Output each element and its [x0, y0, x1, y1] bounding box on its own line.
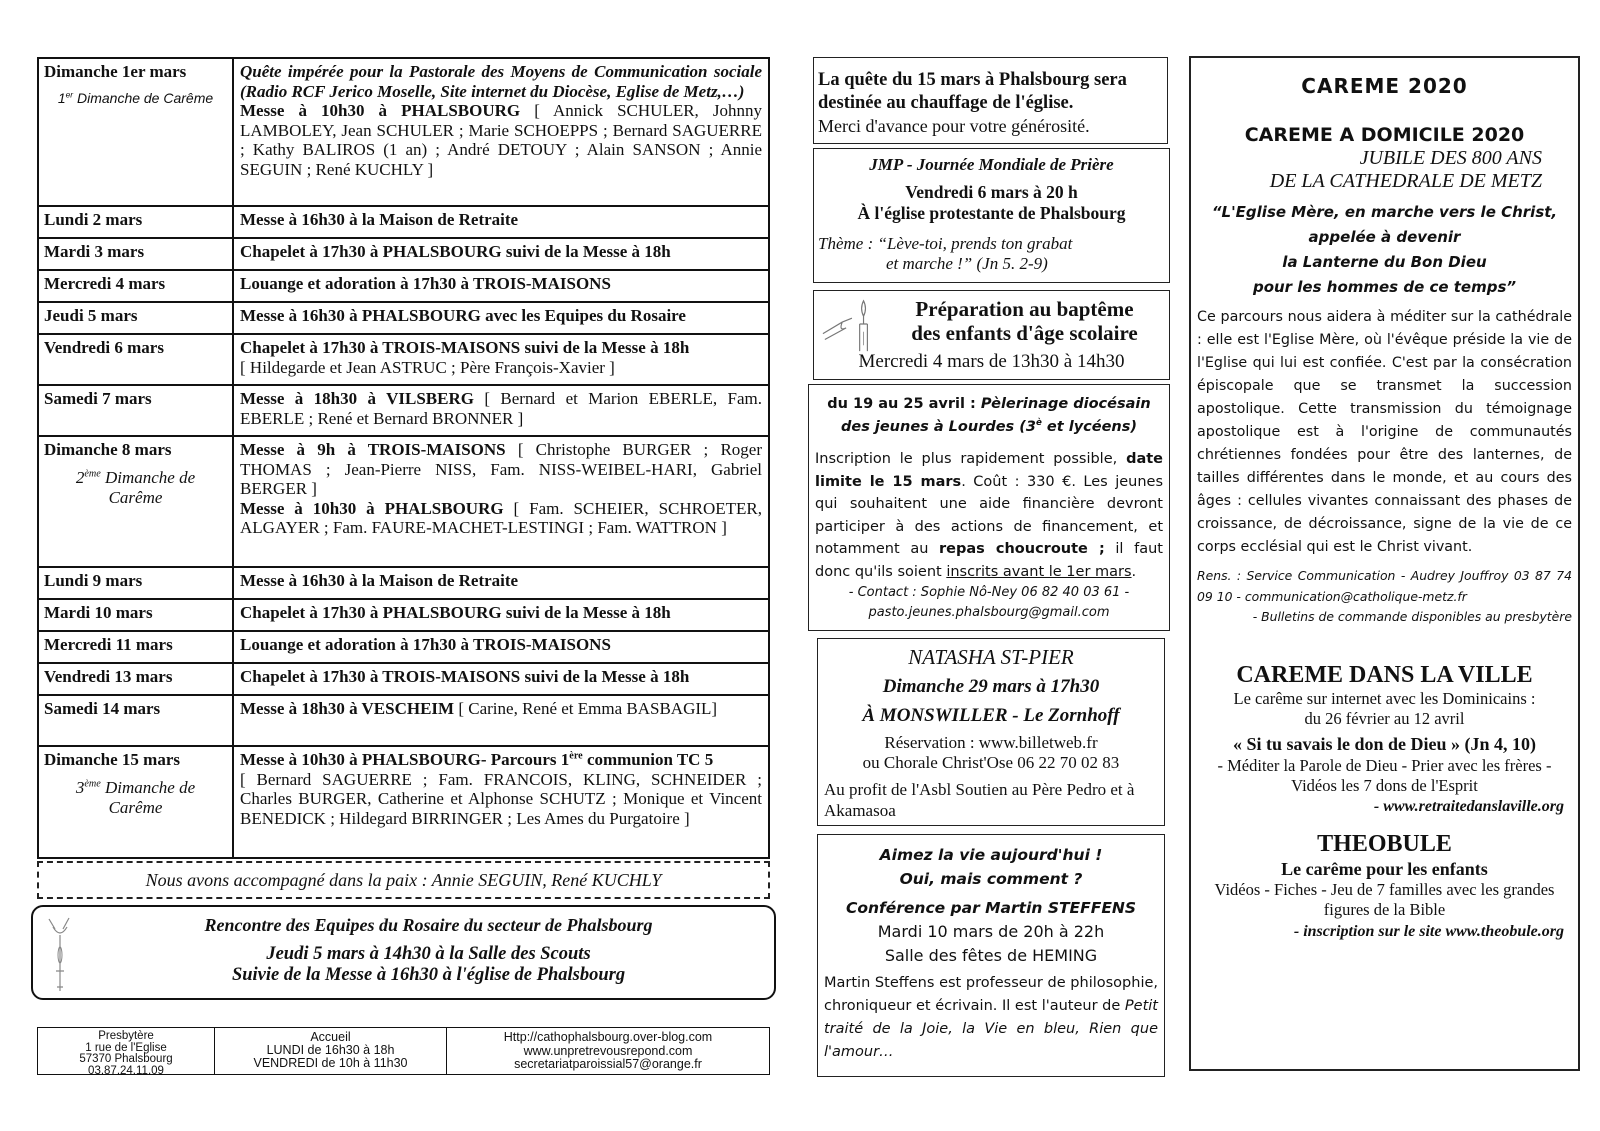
sunday-label: Dimanche de Carême [100, 778, 196, 817]
bio-text: Martin Steffens est professeur de philosophie, chroniqueur et écrivain. Il est l'auteur de [824, 975, 1158, 1014]
collection-purpose: La quête du 15 mars à Phalsbourg sera destinée au chauffage de l'église. [818, 70, 1127, 113]
event-cell: Chapelet à 17h30 à PHALSBOURG suivi de la Messe à 18h [240, 603, 671, 622]
event-title: Messe à 18h30 à VILSBERG [240, 389, 474, 408]
secretariat-email-link[interactable]: secretariatparoissial57@orange.fr [514, 1057, 702, 1071]
rosary-hands-icon [45, 915, 75, 995]
day-cell: Lundi 9 mars [39, 568, 234, 598]
event-text [240, 440, 762, 499]
table-row [39, 271, 768, 303]
ordinal-suffix: ème [84, 778, 101, 790]
collection-note: Quête impérée pour la Pastorale des Moyens de Communication sociale (Radio RCF Jerico Moselle, Site internet du Diocèse, Eglise de Metz,…) [240, 62, 762, 101]
concert-venue: À MONSWILLER - Le Zornhoff [862, 705, 1120, 726]
table-row [39, 696, 768, 747]
office-hours-label: Accueil [310, 1030, 351, 1044]
event-cell [234, 437, 768, 566]
lent-in-city-dates: du 26 février au 12 avril [1304, 709, 1465, 728]
event-cell [234, 386, 768, 435]
body-text: . Coût : 330 €. Les jeunes qui souhaitent une aide financière devront participer à des actions de financement, et notamment au [815, 473, 1163, 557]
rosary-followup: Suivie de la Messe à 16h30 à l'église de Phalsbourg [231, 965, 626, 985]
day-cell [39, 59, 234, 205]
concert-date: Dimanche 29 mars à 17h30 [882, 676, 1100, 697]
lourdes-contact: - Contact : Sophie Nô-Ney 06 82 40 03 61 - [848, 585, 1130, 600]
table-row [39, 664, 768, 696]
event-cell [234, 335, 768, 384]
event-cell: Chapelet à 17h30 à TROIS-MAISONS suivi de la Messe à 18h [240, 667, 690, 686]
event-title: Messe à 18h30 à VESCHEIM [240, 699, 455, 718]
lourdes-title [815, 393, 1163, 439]
city: 57370 Phalsbourg [79, 1053, 173, 1065]
monday-hours: LUNDI de 16h30 à 18h [266, 1043, 395, 1057]
lent-title: CAREME 2020 [1301, 74, 1468, 98]
concert-beneficiary: Au profit de l'Asbl Soutien au Père Pedro et à Akamasoa [824, 780, 1135, 820]
theobule-website-link[interactable]: - inscription sur le site www.theobule.org [1293, 923, 1564, 940]
jmp-place: À l'église protestante de Phalsbourg [857, 203, 1126, 223]
conference-venue: Salle des fêtes de HEMING [884, 946, 1098, 965]
presbytery-label: Presbytère [98, 1030, 154, 1042]
registration-deadline: inscrits avant le 1er mars [946, 563, 1132, 580]
pilgrimage-title-end: et lycéens) [1041, 419, 1138, 435]
lent-description: Ce parcours nous aidera à méditer sur la cathédrale : elle est l'Eglise Mère, où l'évêque préside la vie de l'Eglise qui lui est confiée. C'est par la consécration épiscopale que se transmet la succession apostolique. Cette transmission du témoignage apostolique est à l'origine de communautés chrétiennes fondées pour être des lanternes, de tailles différentes dans le monde, et au cours des âges : cellules vivantes connaissant des phases de croissance, de décroissance, signe de la vie de ce corps ecclésial qui est le Christ vivant. [1197, 309, 1572, 555]
event-title [240, 750, 762, 770]
table-row [39, 600, 768, 632]
candle-lighting-icon [820, 295, 880, 353]
rosary-details [93, 944, 764, 986]
jmp-date: Vendredi 6 mars à 20 h [905, 182, 1078, 202]
lourdes-email-link[interactable]: pasto.jeunes.phalsbourg@gmail.com [868, 605, 1110, 620]
lent-at-home-title: CAREME A DOMICILE 2020 [1244, 124, 1525, 146]
conference-notice [817, 834, 1165, 1077]
liturgical-sunday [44, 88, 227, 108]
collection-notice [813, 57, 1168, 144]
ordinal-suffix: er [65, 89, 74, 100]
intentions: [ Annick SCHULER, Johnny LAMBOLEY, Jean SCHULER ; Marie SCHOEPPS ; Bernard SAGUERRE ; Kathy BALIROS (1 an) ; André DETOUY ; Alain SANSON ; Annie SEGUIN ; René KUCHLY ] [240, 101, 762, 179]
lent-2020-panel [1189, 56, 1580, 1071]
conference-date: Mardi 10 mars de 20h à 22h [877, 922, 1105, 941]
event-cell: Messe à 16h30 à PHALSBOURG avec les Equipes du Rosaire [240, 306, 686, 325]
day-cell [39, 437, 234, 566]
event-title: Chapelet à 17h30 à TROIS-MAISONS suivi de la Messe à 18h [240, 338, 690, 357]
body-text: . [1131, 563, 1137, 580]
day-cell: Mardi 3 mars [39, 239, 234, 269]
theobule-subtitle: Le carême pour les enfants [1281, 859, 1488, 879]
blog-link[interactable]: Http://cathophalsbourg.over-blog.com [503, 1030, 713, 1044]
lent-in-city-title: CAREME DANS LA VILLE [1236, 662, 1533, 688]
lent-in-city-desc: Le carême sur internet avec les Dominicains : [1233, 689, 1536, 708]
rosary-title: Rencontre des Equipes du Rosaire du secteur de Phalsbourg [204, 915, 653, 935]
event-text [240, 499, 762, 538]
event-cell [234, 59, 768, 205]
day-cell: Vendredi 13 mars [39, 664, 234, 694]
day-cell: Mardi 10 mars [39, 600, 234, 630]
jmp-theme-ref: et marche !” (Jn 5. 2-9) [886, 254, 1048, 273]
day-cell: Jeudi 5 mars [39, 303, 234, 333]
body-text: il faut donc qu'ils soient [815, 541, 1163, 580]
ordinal: 2 [75, 468, 85, 487]
day-cell: Vendredi 6 mars [39, 335, 234, 384]
deadline: date limite le 15 mars [815, 451, 1163, 490]
quote-line: la Lanterne du Bon Dieu [1282, 253, 1487, 271]
rosary-teams-notice [31, 905, 776, 1000]
pilgrimage-dates: du 19 au 25 avril : [827, 396, 981, 412]
day-cell: Mercredi 4 mars [39, 271, 234, 301]
table-row [39, 747, 768, 857]
table-row [39, 437, 768, 568]
day-label: Dimanche 15 mars [44, 750, 180, 769]
world-prayer-day-notice [813, 148, 1170, 283]
event-cell: Messe à 16h30 à la Maison de Retraite [240, 210, 519, 229]
event-title: Messe à 9h à TROIS-MAISONS [240, 440, 506, 459]
event-cell: Louange et adoration à 17h30 à TROIS-MAISONS [240, 635, 611, 654]
event-title: Messe à 10h30 à PHALSBOURG [240, 101, 521, 120]
intentions: [ Fam. SCHEIER, SCHROETER, ALGAYER ; Fam. FAURE-MACHET-LESTINGI ; Fam. WATTRON ] [240, 498, 762, 537]
baptism-prep-notice [813, 290, 1170, 380]
lourdes-pilgrimage-notice [808, 384, 1170, 631]
friday-hours: VENDREDI de 10h à 11h30 [253, 1056, 408, 1070]
event-cell: Messe à 16h30 à la Maison de Retraite [240, 571, 519, 590]
web-links [447, 1028, 769, 1074]
day-cell: Mercredi 11 mars [39, 632, 234, 662]
grade-suffix: è [1035, 418, 1042, 429]
event-text [240, 101, 762, 179]
mass-schedule-table [37, 57, 770, 859]
lent-in-city-theme: « Si tu savais le don de Dieu » (Jn 4, 10) [1232, 734, 1537, 754]
event-cell: Louange et adoration à 17h30 à TROIS-MAISONS [240, 274, 611, 293]
table-row [39, 239, 768, 271]
intentions: [ Christophe BURGER ; Roger THOMAS ; Jean-Pierre NISS, Fam. NISS-WEIBEL-HARI, Gabriel BERGER ] [240, 440, 763, 498]
table-row [39, 335, 768, 386]
event-title-main: Messe à 10h30 à PHALSBOURG- Parcours 1 [240, 750, 570, 769]
intentions: [ Bernard SAGUERRE ; Fam. FRANCOIS, KLING, SCHNEIDER ; Charles BURGER, Catherine et Alphonse SCHUTZ ; Monique et Vincent BENEDICK ; Hildegard BIRRINGER ; Les Ames du Purgatoire ] [240, 769, 762, 828]
phone: 03.87.24.11.09 [88, 1064, 164, 1077]
day-cell: Samedi 14 mars [39, 696, 234, 745]
table-row [39, 59, 768, 207]
jubilee-line2: DE LA CATHEDRALE DE METZ [1269, 170, 1542, 192]
intentions: [ Carine, René et Emma BASBAGIL] [454, 699, 718, 718]
quote-line: “L'Eglise Mère, en marche vers le Christ, [1211, 203, 1558, 221]
event-cell [234, 747, 768, 857]
baptism-title: Préparation au baptême [915, 297, 1134, 321]
book-titles: Petit traité de la Joie, la Vie en bleu, Rien que l'amour… [824, 998, 1158, 1060]
jubilee-quote [1191, 200, 1578, 300]
info-contact: Rens. : Service Communication - Audrey Jouffroy 03 87 74 09 10 - communication@catholique-metz.fr [1197, 568, 1572, 604]
day-label: Dimanche 8 mars [44, 440, 172, 459]
quote-line: pour les hommes de ce temps” [1252, 278, 1517, 296]
reservation-phone: ou Chorale Christ'Ose 06 22 70 02 83 [862, 753, 1120, 772]
event-cell [234, 696, 768, 745]
jmp-theme: Thème : “Lève-toi, prends ton grabat [818, 234, 1073, 253]
day-cell [39, 747, 234, 857]
ordinal: 1 [57, 90, 66, 106]
collection-thanks: Merci d'avance pour votre générosité. [818, 116, 1090, 136]
conference-subhead: Oui, mais comment ? [899, 870, 1083, 888]
street: 1 rue de l'Eglise [85, 1041, 167, 1054]
reservation-link[interactable]: Réservation : www.billetweb.fr [884, 733, 1098, 752]
theobule-title: THEOBULE [1317, 831, 1452, 857]
ordinal-suffix: ère [569, 750, 583, 762]
sunday-label: Dimanche de Carême [100, 468, 196, 507]
speaker-bio [824, 972, 1158, 1064]
memorial-notice: Nous avons accompagné dans la paix : Annie SEGUIN, René KUCHLY [37, 861, 770, 899]
baptism-date: Mercredi 4 mars de 13h30 à 14h30 [858, 351, 1125, 372]
body-text: Inscription le plus rapidement possible, [815, 451, 1127, 467]
theobule-desc: Vidéos - Fiches - Jeu de 7 familles avec les grandes figures de la Bible [1214, 880, 1555, 919]
liturgical-sunday [44, 468, 227, 508]
pilgrimage-title: Pèlerinage diocésain des jeunes à Lourdes (3 [840, 396, 1151, 435]
event-cell: Chapelet à 17h30 à PHALSBOURG suivi de la Messe à 18h [240, 242, 671, 261]
table-row [39, 386, 768, 437]
intentions: [ Hildegarde et Jean ASTRUC ; Père François-Xavier ] [240, 357, 615, 377]
table-row [39, 303, 768, 335]
sunday-label: Dimanche de Carême [73, 90, 214, 106]
parish-contact-footer [37, 1027, 770, 1075]
lent-in-city-activities: - Méditer la Parole de Dieu - Prier avec les frères - Vidéos les 7 dons de l'Esprit [1217, 756, 1552, 795]
liturgical-sunday [44, 778, 227, 818]
jmp-title: JMP - Journée Mondiale de Prière [869, 155, 1114, 174]
table-row [39, 632, 768, 664]
office-hours [215, 1028, 447, 1074]
table-row [39, 207, 768, 239]
conference-headline: Aimez la vie aujourd'hui ! [879, 846, 1103, 864]
concert-notice [817, 638, 1165, 826]
event-title-rest: communion TC 5 [582, 750, 714, 769]
priest-answers-link[interactable]: www.unpretrevousrepond.com [523, 1043, 693, 1058]
event-title: Messe à 10h30 à PHALSBOURG [240, 498, 504, 518]
day-label: Dimanche 1er mars [44, 62, 187, 81]
fundraiser-meal: repas choucroute ; [939, 541, 1105, 557]
rosary-date: Jeudi 5 mars à 14h30 à la Salle des Scouts [266, 944, 591, 964]
presbytery-address [38, 1028, 215, 1077]
ordinal-suffix: ème [84, 468, 101, 480]
artist-name: NATASHA ST-PIER [908, 645, 1074, 669]
table-row [39, 568, 768, 600]
order-forms-note: - Bulletins de commande disponibles au presbytère [1252, 609, 1572, 624]
retreat-website-link[interactable]: - www.retraitedanslaville.org [1373, 798, 1564, 815]
lourdes-body [815, 448, 1163, 583]
conference-speaker: Conférence par Martin STEFFENS [845, 899, 1137, 917]
quote-line: appelée à devenir [1308, 228, 1461, 246]
baptism-subtitle: des enfants d'âge scolaire [911, 321, 1138, 345]
day-cell: Lundi 2 mars [39, 207, 234, 237]
day-cell: Samedi 7 mars [39, 386, 234, 435]
jubilee-line1: JUBILE DES 800 ANS [1359, 147, 1542, 169]
ordinal: 3 [75, 778, 85, 797]
intentions: [ Bernard et Marion EBERLE, Fam. EBERLE ; René et Bernard BRONNER ] [240, 389, 762, 428]
